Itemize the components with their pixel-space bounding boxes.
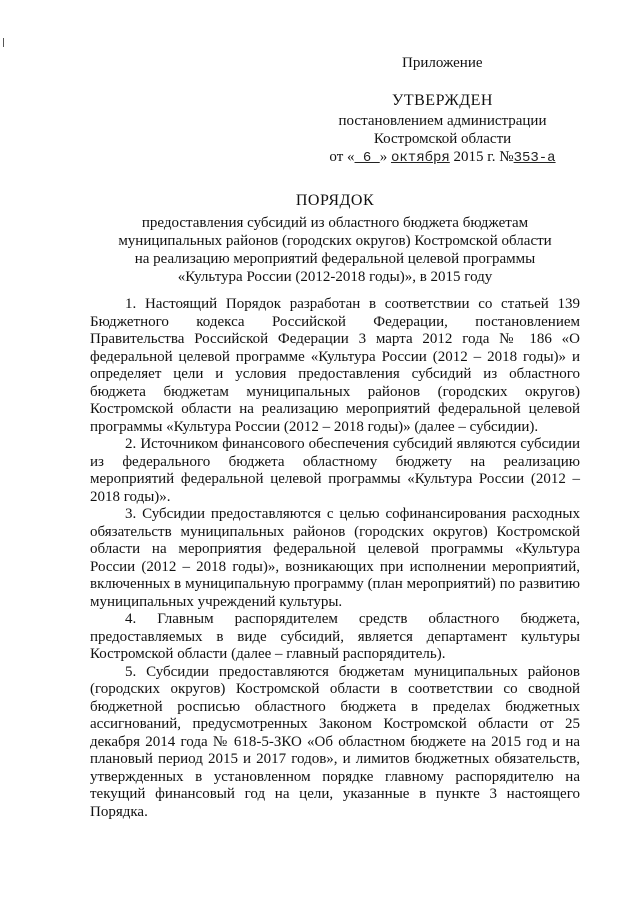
paragraph-4: 4. Главным распорядителем средств областного бюджета, предоставляемых в виде субсидий, является департамент культуры Костромской области (далее – главный распорядитель). — [90, 611, 580, 662]
date-mid: » — [379, 149, 391, 165]
scan-mark — [3, 38, 4, 47]
date-year: 2015 г. № — [449, 149, 514, 165]
appendix-label: Приложение — [402, 55, 483, 71]
paragraph-1: 1. Настоящий Порядок разработан в соответствии со статьей 139 Бюджетного кодекса Российской Федерации, постановлением Правительства Российской Федерации 3 марта 2012 года № 186 «О федеральной целевой программе «Культура России (2012 – 2018 годы)» и определяет цели и условия предоставления субсидий из областного бюджета бюджетам муниципальных районов (городских округов) Костромской области на реализацию мероприятий федеральной целевой программы «Культура России (2012 – 2018 годы)» (далее – субсидии). — [90, 296, 580, 435]
paragraph-5: 5. Субсидии предоставляются бюджетам муниципальных районов (городских округов) Костромской области в соответствии со сводной бюджетной росписью областного бюджета в пределах бюджетных ассигнований, предусмотренных Законом Костромской области от 25 декабря 2014 года № 618-5-ЗКО «Об областном бюджете на 2015 год и на плановый период 2015 и 2017 годов», и лимитов бюджетных обязательств, утвержденных в установленном порядке главному распорядителю на текущий финансовый год на цели, указанные в пункте 3 настоящего Порядка. — [90, 663, 580, 820]
subtitle-line: на реализацию мероприятий федеральной целевой программы — [134, 251, 536, 267]
subtitle-line: муниципальных районов (городских округов) Костромской области — [118, 233, 552, 249]
document-title: ПОРЯДОК — [295, 192, 375, 209]
date-month: октября — [390, 150, 450, 166]
paragraph-3: 3. Субсидии предоставляются с целью софинансирования расходных обязательств муниципальных районов (городских округов) Костромской области на мероприятия федеральной целевой программы «Культура России (2012 – 2018 годы)», возникающих при исполнении мероприятий, включенных в муниципальную программу (план мероприятий) по развитию муниципальных учреждений культуры. — [90, 506, 580, 610]
decree-line-2: Костромской области — [373, 131, 512, 147]
date-prefix: от « — [329, 149, 355, 165]
decree-line-1: постановлением администрации — [338, 113, 547, 129]
decree-text — [300, 112, 585, 148]
decree-date-line — [300, 148, 585, 167]
document-subtitle — [90, 214, 580, 286]
document-body — [90, 296, 580, 821]
date-day: 6 — [354, 150, 380, 166]
decree-number: 353-а — [513, 150, 556, 166]
paragraph-2: 2. Источником финансового обеспечения субсидий являются субсидии из федерального бюджета областному бюджету на реализацию мероприятий федеральной целевой программы «Культура России (2012 – 2018 годы)». — [90, 436, 580, 505]
approved-heading: УТВЕРЖДЕН — [392, 92, 493, 109]
subtitle-line: «Культура России (2012-2018 годы)», в 2015 году — [177, 269, 493, 285]
subtitle-line: предоставления субсидий из областного бюджета бюджетам — [141, 215, 529, 231]
